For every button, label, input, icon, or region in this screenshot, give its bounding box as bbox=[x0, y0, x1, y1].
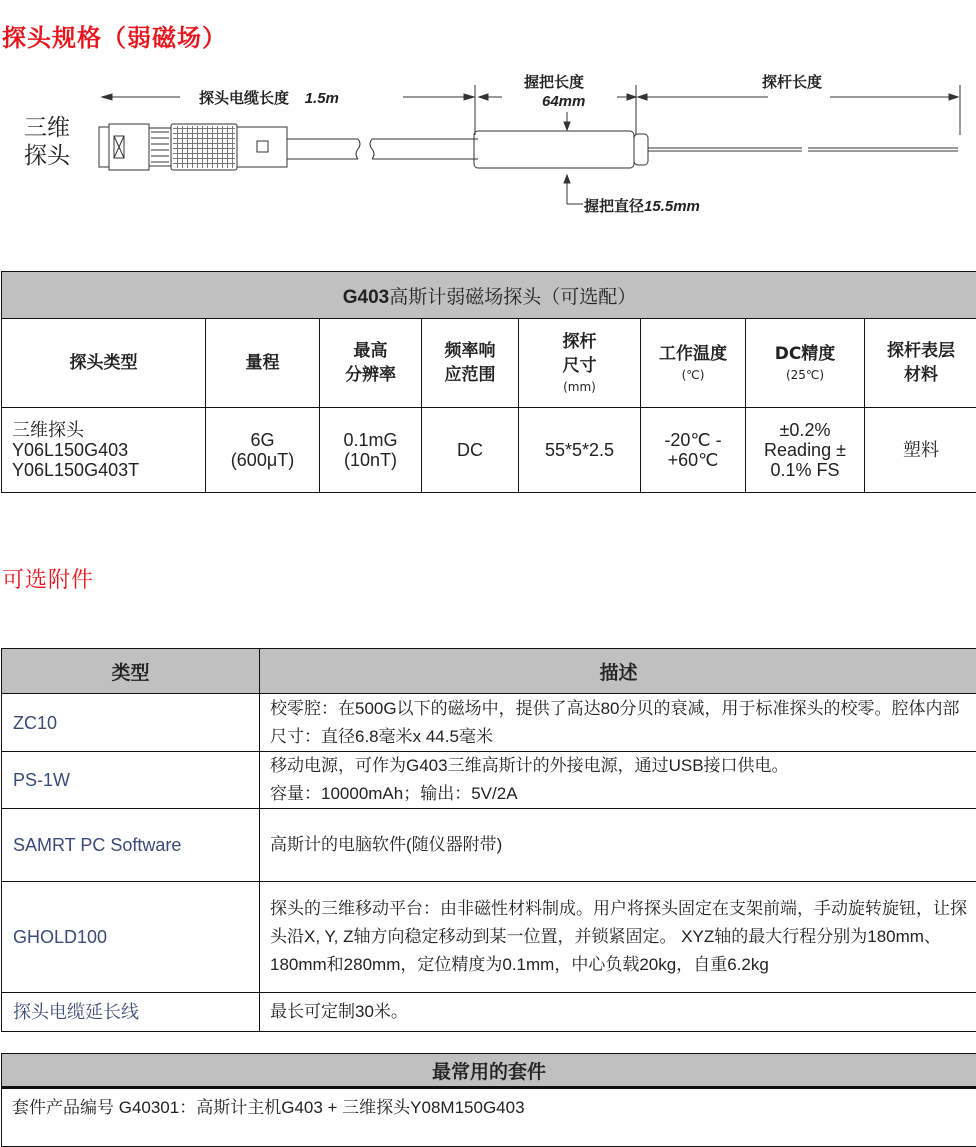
temp-max: +60℃ bbox=[641, 450, 745, 470]
table-row bbox=[2, 694, 976, 752]
spec-header-row bbox=[2, 319, 976, 408]
temp-min: -20℃ - bbox=[641, 430, 745, 450]
header-unit: (25℃) bbox=[746, 366, 864, 384]
header-unit: (℃) bbox=[641, 366, 745, 384]
table-row bbox=[2, 752, 976, 809]
accessory-description bbox=[260, 752, 976, 809]
arrow-right-icon bbox=[464, 94, 474, 100]
header-range bbox=[206, 319, 320, 408]
cable-length-text: 探头电缆长度 bbox=[199, 89, 289, 107]
cable-length-value: 1.5m bbox=[305, 90, 339, 107]
range-value: 6G bbox=[206, 430, 319, 450]
kit-content: 套件产品编号 G40301：高斯计主机G403 + 三维探头Y08M150G403 bbox=[2, 1088, 976, 1147]
description-line: 容量：10000mAh；输出：5V/2A bbox=[270, 780, 967, 808]
header-resolution bbox=[320, 319, 422, 408]
header-label: 探杆 尺寸 bbox=[563, 332, 597, 376]
probe-spec-table bbox=[1, 271, 976, 493]
cell-probe-type bbox=[2, 408, 206, 493]
handle-length-value: 64mm bbox=[542, 93, 585, 110]
cell-frequency: DC bbox=[422, 408, 519, 493]
accessories-table bbox=[1, 648, 976, 1032]
spec-title-text: 高斯计弱磁场探头（可选配） bbox=[389, 286, 636, 308]
accessory-description: 高斯计的电脑软件(随仪器附带) bbox=[260, 809, 976, 882]
cell-rod-size: 55*5*2.5 bbox=[519, 408, 641, 493]
handle-length-label: 握把长度 bbox=[524, 71, 584, 92]
table-row bbox=[2, 993, 976, 1032]
probe-dimension-diagram bbox=[0, 60, 976, 230]
header-label: 量程 bbox=[246, 353, 280, 373]
header-label: 最高 分辨率 bbox=[345, 341, 396, 385]
header-description: 描述 bbox=[260, 649, 976, 694]
header-label: 探杆表层 材料 bbox=[887, 341, 955, 385]
cell-range bbox=[206, 408, 320, 493]
header-type: 类型 bbox=[2, 649, 260, 694]
spec-data-row bbox=[2, 408, 976, 493]
accessory-type[interactable]: PS-1W bbox=[2, 752, 260, 809]
spec-title-model: G403 bbox=[343, 287, 389, 308]
header-probe-type bbox=[2, 319, 206, 408]
table-row bbox=[2, 882, 976, 993]
header-dc-accuracy bbox=[746, 319, 865, 408]
cell-material: 塑料 bbox=[865, 408, 976, 493]
header-label: DC精度 bbox=[775, 344, 836, 364]
spec-table-title bbox=[2, 272, 976, 319]
accessories-title: 可选附件 bbox=[2, 563, 94, 594]
accessory-description: 探头的三维移动平台：由非磁性材料制成。用户将探头固定在支架前端，手动旋转旋钮，让探头沿X, Y, Z轴方向稳定移动到某一位置，并锁紧固定。 XYZ轴的最大行程分别为180mm、180mm和280mm，定位精度为0.1mm，中心负载20kg，自重6.2kg bbox=[260, 882, 976, 993]
kit-title: 最常用的套件 bbox=[2, 1054, 976, 1088]
header-material bbox=[865, 319, 976, 408]
cell-resolution bbox=[320, 408, 422, 493]
header-temperature bbox=[641, 319, 746, 408]
probe-type-name: 三维探头 bbox=[12, 420, 205, 440]
handle-diameter-label bbox=[584, 195, 700, 216]
header-unit: (mm) bbox=[519, 378, 640, 396]
accessories-header-row bbox=[2, 649, 976, 694]
probe-label-line1: 三维 bbox=[24, 114, 70, 142]
cell-dc-accuracy bbox=[746, 408, 865, 493]
header-label: 探头类型 bbox=[70, 353, 138, 373]
probe-spec-title: 探头规格（弱磁场） bbox=[2, 18, 227, 53]
handle-diameter-text: 握把直径 bbox=[584, 197, 644, 215]
range-alt-value: (600μT) bbox=[206, 450, 319, 470]
accessory-type[interactable]: 探头电缆延长线 bbox=[2, 993, 260, 1032]
rod-length-label: 探杆长度 bbox=[762, 71, 822, 92]
resolution-value: 0.1mG bbox=[320, 430, 421, 450]
probe-model: Y06L150G403 bbox=[12, 440, 205, 460]
resolution-alt-value: (10nT) bbox=[320, 450, 421, 470]
accessory-type[interactable]: GHOLD100 bbox=[2, 882, 260, 993]
kit-table bbox=[1, 1053, 976, 1147]
probe-drawing bbox=[0, 60, 976, 230]
accessory-type[interactable]: ZC10 bbox=[2, 694, 260, 752]
accessory-description: 最长可定制30米。 bbox=[260, 993, 976, 1032]
description-line: 移动电源，可作为G403三维高斯计的外接电源，通过USB接口供电。 bbox=[270, 752, 967, 780]
probe-label-line2: 探头 bbox=[24, 142, 70, 170]
arrow-left-icon bbox=[102, 94, 112, 100]
accessory-type[interactable]: SAMRT PC Software bbox=[2, 809, 260, 882]
accuracy-line: ±0.2% bbox=[746, 420, 864, 440]
connector-knurl bbox=[173, 126, 235, 168]
accuracy-line: 0.1% FS bbox=[746, 460, 864, 480]
header-rod-size bbox=[519, 319, 641, 408]
cable-length-label bbox=[199, 87, 339, 108]
header-frequency bbox=[422, 319, 519, 408]
cell-temperature bbox=[641, 408, 746, 493]
table-row bbox=[2, 809, 976, 882]
handle-diameter-value: 15.5mm bbox=[644, 198, 700, 215]
header-label: 工作温度 bbox=[659, 344, 727, 364]
accessory-description: 校零腔：在500G以下的磁场中，提供了高达80分贝的衰减，用于标准探头的校零。腔体内部尺寸：直径6.8毫米x 44.5毫米 bbox=[260, 694, 976, 752]
accuracy-line: Reading ± bbox=[746, 440, 864, 460]
header-label: 频率响 应范围 bbox=[445, 341, 496, 385]
probe-model: Y06L150G403T bbox=[12, 460, 205, 480]
